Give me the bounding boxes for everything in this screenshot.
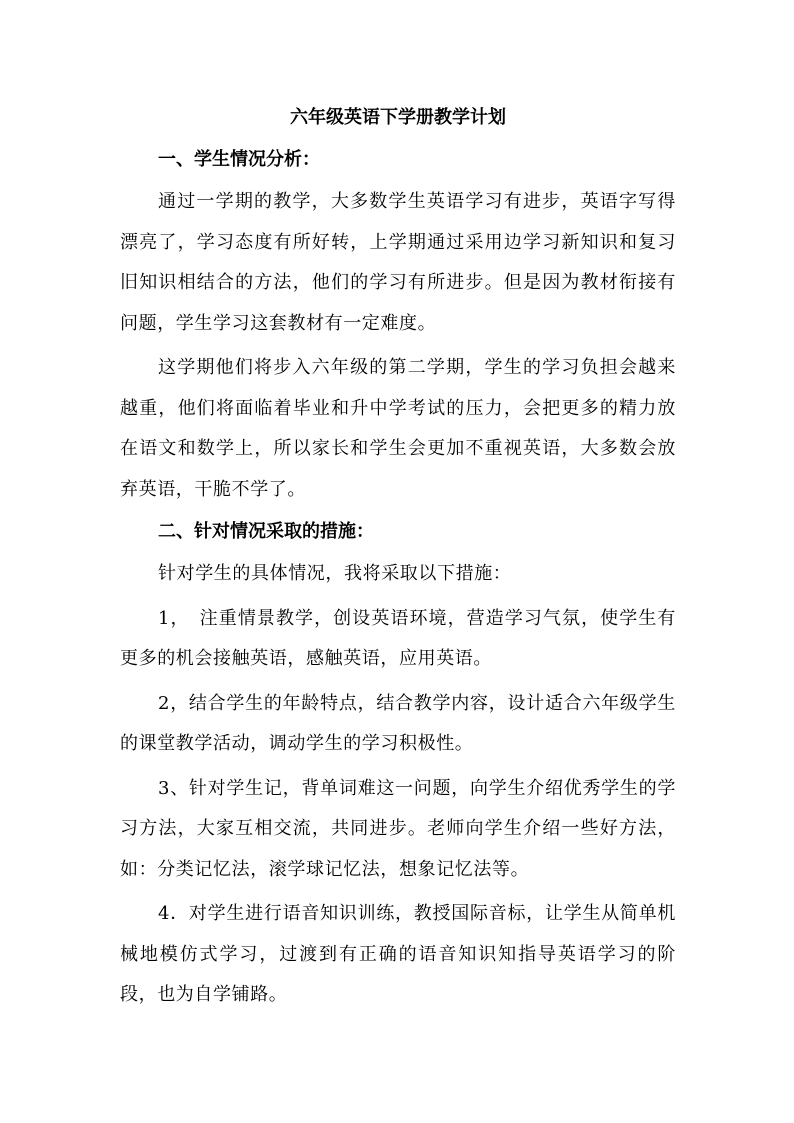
section-heading-student-analysis: 一、学生情况分析： xyxy=(158,149,320,170)
list-item-measure-3: 3、针对学生记，背单词难这一问题，向学生介绍优秀学生的学习方法，大家互相交流，共同进步。老师向学生介绍一些好方法，如：分类记忆法，滚学球记忆法，想象记忆法等。 xyxy=(120,777,676,880)
paragraph-analysis-1: 通过一学期的教学，大多数学生英语学习有进步，英语字写得漂亮了，学习态度有所好转，上学期通过采用边学习新知识和复习旧知识相结合的方法，他们的学习有所进步。但是因为教材衔接有问题，学生学习这套教材有一定难度。 xyxy=(120,191,676,334)
section-heading-measures: 二、针对情况采取的措施： xyxy=(158,521,374,542)
list-item-measure-1: 1， 注重情景教学，创设英语环境，营造学习气氛，使学生有更多的机会接触英语，感触英语，应用英语。 xyxy=(120,607,676,669)
document-body xyxy=(120,100,676,1016)
document-title: 六年级英语下学册教学计划 xyxy=(290,107,506,128)
list-item-measure-4: 4．对学生进行语音知识训练，教授国际音标，让学生从简单机械地模仿式学习，过渡到有正确的语音知识知指导英语学习的阶段，也为自学铺路。 xyxy=(120,903,676,1005)
paragraph-analysis-2: 这学期他们将步入六年级的第二学期，学生的学习负担会越来越重，他们将面临着毕业和升中学考试的压力，会把更多的精力放在语文和数学上，所以家长和学生会更加不重视英语，大多数会放弃英语，干脆不学了。 xyxy=(120,357,676,500)
list-item-measure-2: 2，结合学生的年龄特点，结合教学内容，设计适合六年级学生的课堂教学活动，调动学生的学习积极性。 xyxy=(120,692,676,754)
paragraph-measures-intro: 针对学生的具体情况，我将采取以下措施： xyxy=(158,563,512,584)
